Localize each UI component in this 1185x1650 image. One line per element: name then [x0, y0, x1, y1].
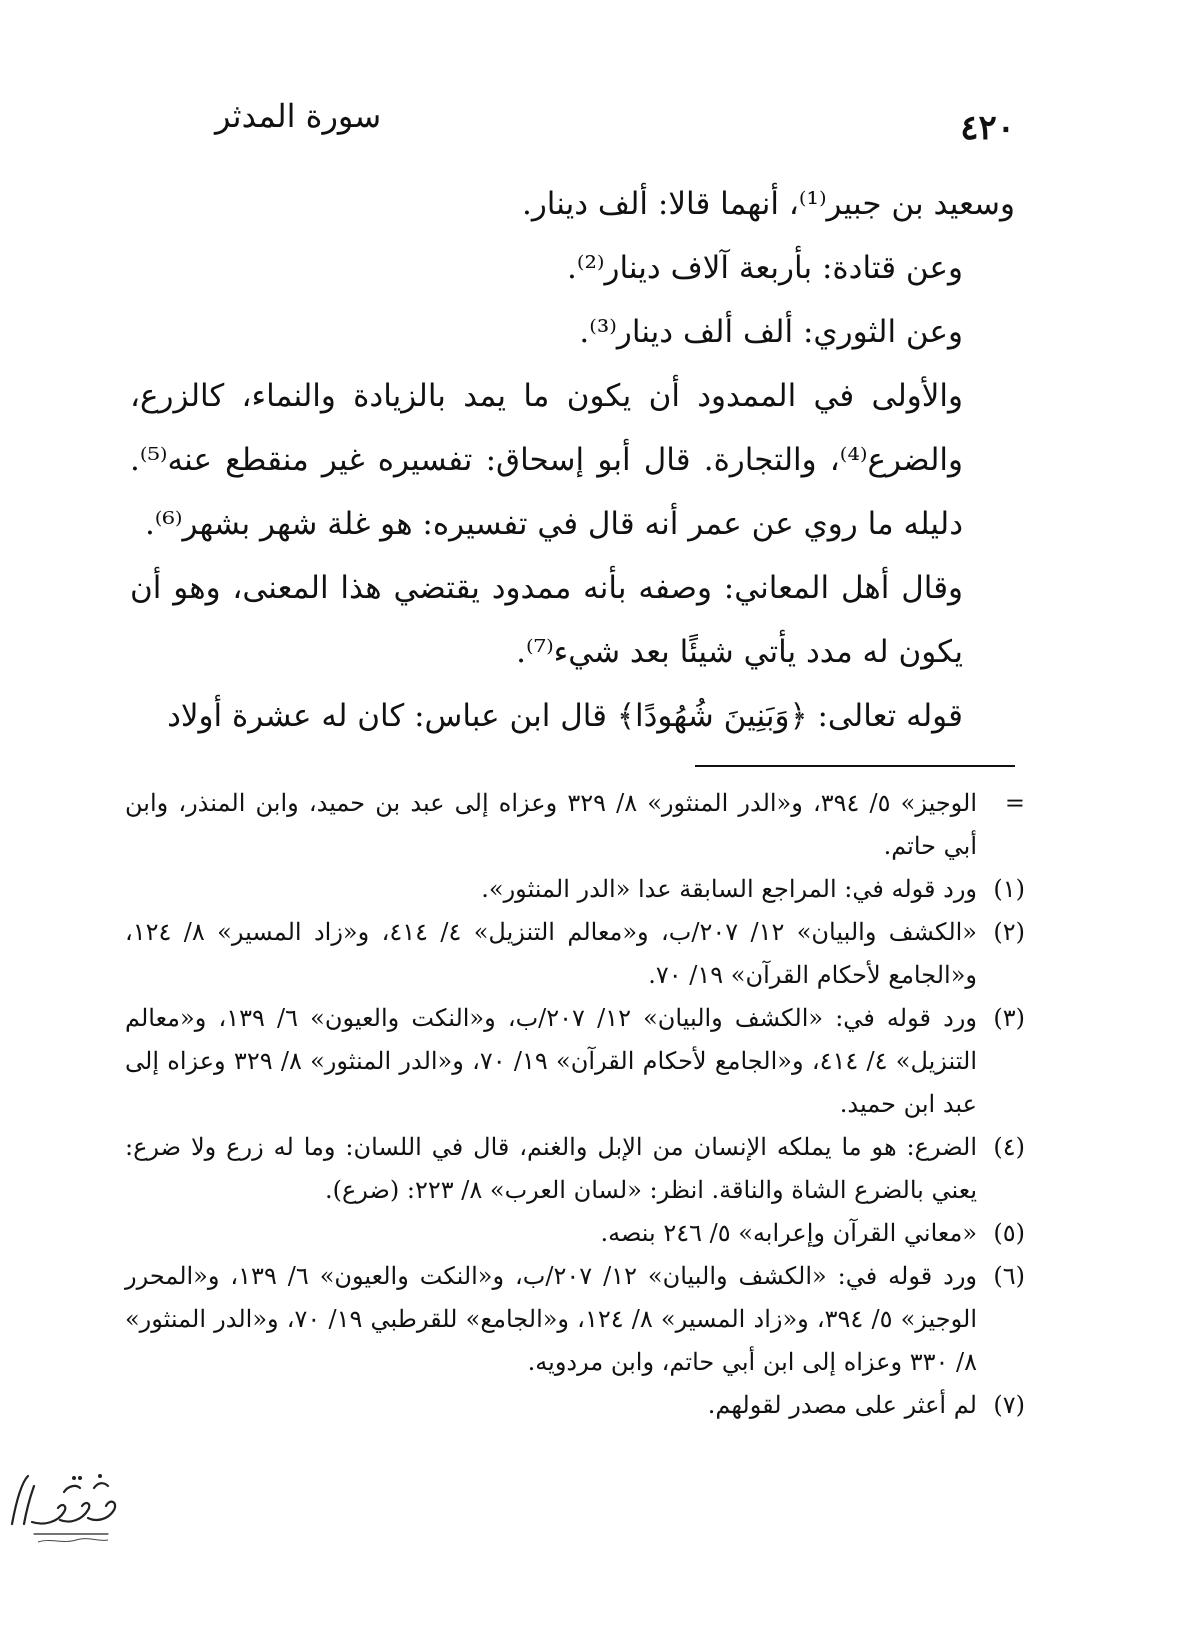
- footnote-text: ورد قوله في: «الكشف والبيان» ١٢/ ٢٠٧/ب، و«النكت والعيون» ٦/ ١٣٩، و«معالم التنزيل» ٤/ ٤١٤، و«الجامع لأحكام القرآن» ١٩/ ٧٠، و«الدر المنثور» ٨/ ٣٢٩ وعزاه إلى عبد ابن حميد.: [125, 1004, 978, 1118]
- publisher-stamp-logo: [4, 1462, 122, 1548]
- footnote: [125, 1255, 1025, 1384]
- body-paragraph: قوله تعالى: ﴿وَبَنِينَ شُهُودًا﴾ قال ابن عباس: كان له عشرة أولاد: [167, 698, 963, 734]
- footnote-text: الضرع: هو ما يملكه الإنسان من الإبل والغنم، قال في اللسان: وما له زرع ولا ضرع: يعني بالضرع الشاة والناقة. انظر: «لسان العرب» ٨/ ٢٢٣: (ضرع).: [125, 1133, 977, 1204]
- footnote-marker: (٢): [993, 918, 1025, 946]
- surah-title: سورة المدثر: [215, 97, 382, 135]
- footnote: [125, 911, 1025, 997]
- footnote-text: «الكشف والبيان» ١٢/ ٢٠٧/ب، و«معالم التنزيل» ٤/ ٤١٤، و«زاد المسير» ٨/ ١٢٤، و«الجامع لأحكام القرآن» ١٩/ ٧٠.: [125, 918, 977, 989]
- footnote: [125, 1384, 1025, 1427]
- footnotes: [125, 782, 1025, 1427]
- footnote-marker: =: [1004, 789, 1025, 817]
- footnote-marker: (٣): [993, 1004, 1025, 1032]
- footnote: [125, 1126, 1025, 1212]
- body-paragraph: وقال أهل المعاني: وصفه بأنه ممدود يقتضي هذا المعنى، وهو أن يكون له مدد يأتي شيئًا بعد شيء⁽⁷⁾.: [130, 570, 963, 670]
- body-paragraph: وعن الثوري: ألف ألف دينار⁽³⁾.: [579, 314, 963, 350]
- footnote-marker: (٧): [993, 1391, 1025, 1419]
- calligraphy-stamp-icon: [4, 1462, 122, 1548]
- main-text: [130, 172, 1015, 748]
- footnote-divider: [695, 765, 1015, 767]
- footnote: [125, 1212, 1025, 1255]
- body-paragraph: وسعيد بن جبير⁽¹⁾، أنهما قالا: ألف دينار.: [521, 186, 1015, 222]
- footnote-marker: (٥): [993, 1219, 1025, 1247]
- footnote-text: ورد قوله في: المراجع السابقة عدا «الدر المنثور».: [481, 875, 977, 903]
- footnote-text: «معاني القرآن وإعرابه» ٥/ ٢٤٦ بنصه.: [600, 1219, 977, 1247]
- footnote: [125, 782, 1025, 868]
- body-paragraph: والأولى في الممدود أن يكون ما يمد بالزيادة والنماء، كالزرع، والضرع⁽⁴⁾، والتجارة. قال أبو إسحاق: تفسيره غير منقطع عنه⁽⁵⁾. دليله ما روي عن عمر أنه قال في تفسيره: هو غلة شهر بشهر⁽⁶⁾.: [130, 378, 963, 542]
- page-header: [215, 90, 1015, 148]
- footnote-text: لم أعثر على مصدر لقولهم.: [707, 1391, 977, 1419]
- footnote-marker: (٤): [993, 1133, 1025, 1161]
- footnote: [125, 868, 1025, 911]
- body-paragraph: وعن قتادة: بأربعة آلاف دينار⁽²⁾.: [567, 250, 963, 286]
- footnote-marker: (٦): [993, 1262, 1025, 1290]
- footnote: [125, 997, 1025, 1126]
- page-number: ٤٢٠: [960, 108, 1015, 148]
- footnote-text: ورد قوله في: «الكشف والبيان» ١٢/ ٢٠٧/ب، و«النكت والعيون» ٦/ ١٣٩، و«المحرر الوجيز» ٥/ ٣٩٤، و«زاد المسير» ٨/ ١٢٤، و«الجامع» للقرطبي ١٩/ ٧٠، و«الدر المنثور» ٨/ ٣٣٠ وعزاه إلى ابن أبي حاتم، وابن مردويه.: [125, 1262, 978, 1376]
- footnote-text: الوجيز» ٥/ ٣٩٤، و«الدر المنثور» ٨/ ٣٢٩ وعزاه إلى عبد بن حميد، وابن المنذر، وابن أبي حاتم.: [125, 789, 978, 860]
- footnote-marker: (١): [993, 875, 1025, 903]
